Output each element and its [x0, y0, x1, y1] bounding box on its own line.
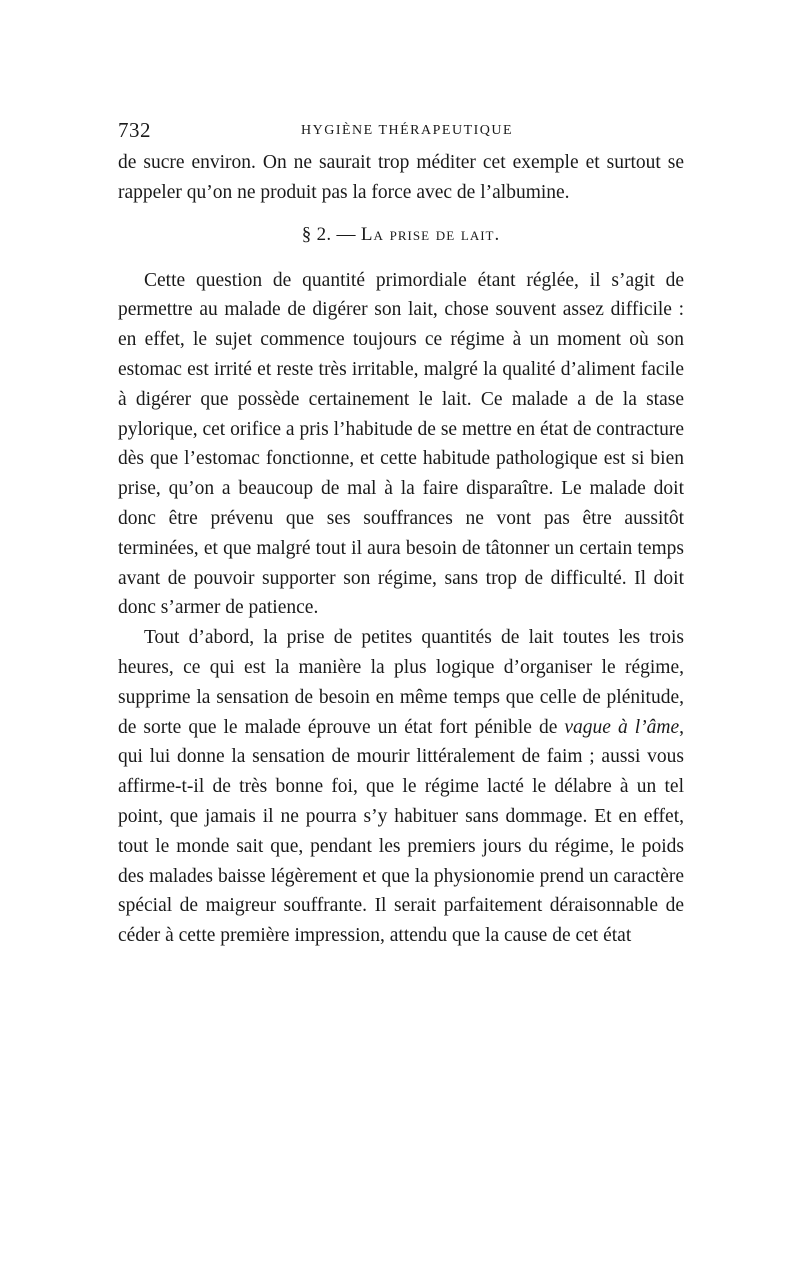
book-page	[118, 118, 684, 951]
running-title: HYGIÈNE THÉRAPEUTIQUE	[301, 123, 514, 138]
section-dash: —	[336, 223, 356, 245]
paragraph: Cette question de quantité primordiale étant réglée, il s’agit de permettre au malade de digérer son lait, chose souvent assez difficile : en effet, le sujet commence toujours ce régime à un moment où son estomac est irrité et reste très irritable, malgré la qualité d’aliment facile à digérer que possède certainement le lait. Ce malade a de la stase pylorique, cet orifice a pris l’habitude de se mettre en état de contracture dès que l’estomac fonctionne, et cette habitude pathologique est si bien prise, qu’on a beaucoup de mal à la faire disparaître. Le malade doit donc être prévenu que ses souffrances ne vont pas être aussitôt terminées, et que malgré tout il aura besoin de tâtonner un certain temps avant de pouvoir supporter son régime, sans trop de difficulté. Il doit donc s’armer de patience.	[118, 269, 684, 619]
paragraph-continuation: de sucre environ. On ne saurait trop méditer cet exemple et surtout se rappeler qu’on ne produit pas la force avec de l’albumine.	[118, 152, 684, 203]
italic-phrase: vague à l’âme	[564, 716, 680, 738]
section-heading	[118, 220, 684, 250]
paragraph-text: , qui lui donne la sensation de mourir littéralement de faim ; aussi vous affirme-t-il de très bonne foi, que le régime lacté le délabre à un tel point, que jamais il ne pourra s’y habituer sans dommage. Et en effet, tout le monde sait que, pendant les premiers jours du régime, le poids des malades baisse légèrement et que la physionomie prend un caractère spécial de maigreur souffrante. Il serait parfaitement déraisonnable de céder à cette première impression, attendu que la cause de cet état	[118, 716, 684, 947]
body-text	[118, 148, 684, 951]
paragraph-text: Tout d’abord, la prise de petites quantités de lait toutes les trois heures, ce qui est la manière la plus logique d’organiser le régime, supprime la sensation de besoin en même temps que celle de plénitude, de sorte que le malade éprouve un état fort pénible de	[118, 627, 684, 738]
section-title: La prise de lait.	[360, 223, 501, 245]
paragraph	[118, 623, 684, 951]
section-mark: § 2.	[301, 223, 332, 245]
page-number: 732	[118, 118, 151, 142]
running-head	[118, 118, 684, 148]
